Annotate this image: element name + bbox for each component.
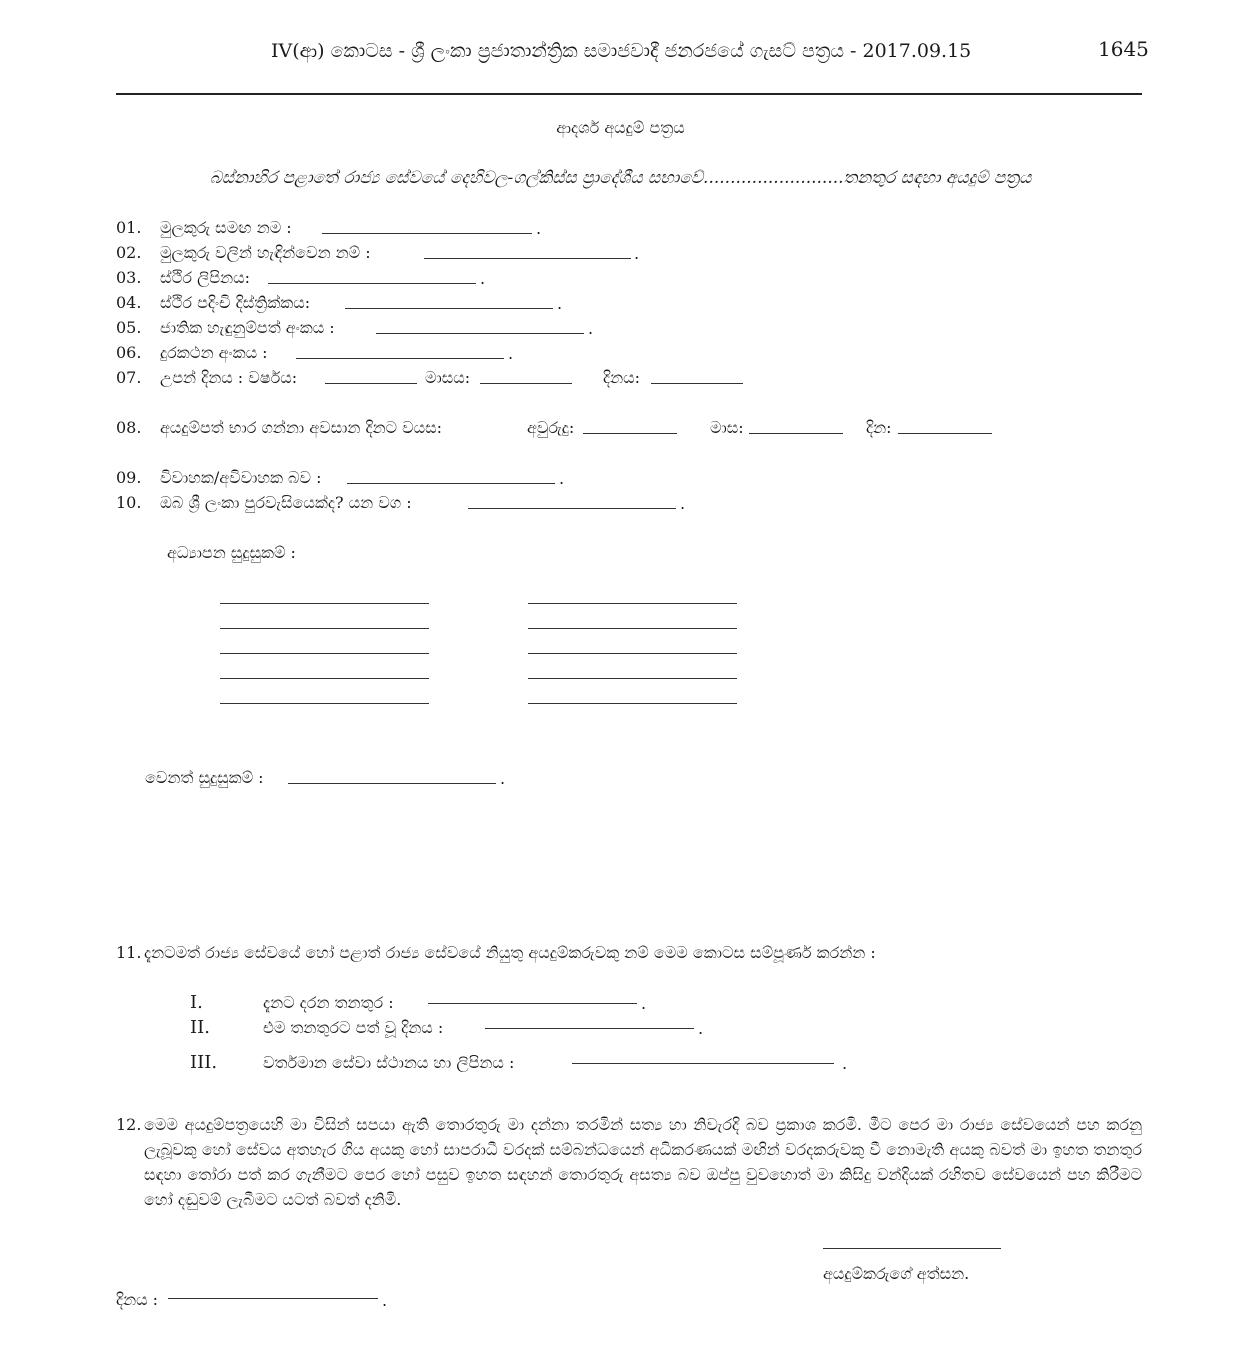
field-label-age-years: අවුරුදු: — [527, 418, 575, 437]
education-line-right[interactable] — [528, 628, 737, 629]
roman-numeral: II. — [190, 1017, 210, 1038]
line-end-period: . — [536, 219, 542, 238]
gazette-header: IV(ආ) කොටස - ශ්‍රී ලංකා ප්‍රජාතාන්ත්‍රික සමාජවාදී ජනරජයේ ගැසට් පත්‍රය - 2017.09.15 — [271, 40, 972, 62]
other-qualifications-label: වෙනත් සුදුසුකම් : — [145, 768, 264, 787]
section-12-declaration: මෙම අයදුම්පත්‍රයෙහි මා විසින් සපයා ඇති තොරතුරු මා දන්නා තරමින් සත්‍ය හා නිවැරදි බව ප්‍රකාශ කරමි. මීට පෙර මා රාජ්‍ය සේවයෙන් පහ කරනු ලැබූවකු හෝ සේවය අතහැර ගිය අයකු හෝ සාපරාධී වරදක් සම්බන්ධයෙන් අධිකරණයක් මඟින් වරදකරුවකු වී නොමැති අයකු බවත් මා ඉහත තනතුර සඳහා තෝරා පත් කර ගැනීමට පෙර හෝ පසුව ඉහත සඳහන් තොරතුරු අසත්‍ය බව ඔප්පු වුවහොත් මා කිසිදු වන්දියක් රහිතව සේවයෙන් පහ කිරීමට හෝ දඬුවම් ලැබීමට යටත් බවත් දනිමි. — [144, 1115, 1142, 1209]
field-label-birth-month: මාසය: — [425, 368, 471, 387]
date-label: දිනය : — [116, 1290, 159, 1309]
section-11-instruction: දැනටමත් රාජ්‍ය සේවයේ හෝ පළාත් රාජ්‍ය සේවයේ නියුතු අයදුම්කරුවකු නම් මෙම කොටස සම්පූර්ණ කරන්න : — [144, 943, 876, 962]
name-denoted-input-line[interactable] — [424, 258, 631, 259]
field-number: 09. — [116, 468, 142, 487]
field-label-appointment-date: එම තනතුරට පත් වූ දිනය : — [263, 1018, 444, 1037]
field-label-age: අයදුම්පත් භාර ගන්නා අවසාන දිනට වයස: — [160, 418, 443, 437]
signature-line[interactable] — [823, 1248, 1001, 1249]
line-end-period: . — [680, 494, 686, 513]
field-label-permanent-address: ස්ථිර ලිපිනය: — [160, 268, 251, 287]
appointment-date-input-line[interactable] — [485, 1028, 694, 1029]
education-line-left[interactable] — [220, 678, 429, 679]
field-number: 03. — [116, 268, 142, 287]
field-number: 01. — [116, 218, 142, 237]
field-label-name-denoted: මුලකුරු වලින් හැඳින්වෙන නම් : — [160, 243, 371, 262]
roman-numeral: III. — [190, 1052, 218, 1073]
age-months-input-line[interactable] — [749, 433, 843, 434]
page-number: 1645 — [1098, 37, 1149, 61]
nic-input-line[interactable] — [376, 333, 584, 334]
permanent-address-input-line[interactable] — [268, 283, 476, 284]
citizenship-input-line[interactable] — [468, 508, 676, 509]
field-label-present-post: දැනට දරන තනතුර : — [263, 993, 394, 1012]
field-number: 10. — [116, 493, 142, 512]
line-end-period: . — [559, 469, 565, 488]
field-label-workplace-address: වර්තමාන සේවා ස්ථානය හා ලිපිනය : — [263, 1053, 515, 1072]
field-label-age-days: දින: — [866, 418, 892, 437]
field-label-citizenship: ඔබ ශ්‍රී ලංකා පුරවැසියෙක්ද? යන වග : — [160, 493, 412, 512]
signature-label: අයදුම්කරුගේ අත්සන. — [823, 1264, 970, 1283]
header-rule — [116, 93, 1142, 95]
form-title: ආදර්ශ අයදුම් පත්‍රය — [556, 118, 685, 137]
education-line-right[interactable] — [528, 703, 737, 704]
other-qualifications-input-line[interactable] — [288, 783, 496, 784]
district-input-line[interactable] — [345, 308, 553, 309]
roman-numeral: I. — [190, 992, 203, 1013]
section-number: 12. — [116, 1115, 142, 1134]
name-with-initials-input-line[interactable] — [322, 233, 532, 234]
present-post-input-line[interactable] — [428, 1003, 637, 1004]
line-end-period: . — [641, 994, 647, 1013]
section-number: 11. — [116, 943, 142, 962]
field-number: 05. — [116, 318, 142, 337]
education-line-right[interactable] — [528, 678, 737, 679]
field-label-age-months: මාස: — [710, 418, 744, 437]
field-number: 07. — [116, 368, 142, 387]
line-end-period: . — [698, 1019, 704, 1038]
birth-day-input-line[interactable] — [651, 383, 743, 384]
field-label-birth-year: උපන් දිනය : වර්ෂය: — [160, 368, 298, 387]
birth-month-input-line[interactable] — [480, 383, 572, 384]
form-subtitle: බස්නාහිර පළාතේ රාජ්‍ය සේවයේ දෙහිවල-ගල්කිස්ස ප්‍රාදේශීය සභාවේ..........................තනතුර සඳහා අයදුම් පත්‍රය — [209, 168, 1032, 188]
line-end-period: . — [500, 769, 506, 788]
field-label-district: ස්ථිර පදිංචි දිස්ත්‍රික්කය: — [160, 293, 311, 312]
line-end-period: . — [588, 319, 594, 338]
education-qualifications-label: අධ්‍යාපන සුදුසුකම් : — [167, 543, 296, 562]
field-number: 06. — [116, 343, 142, 362]
field-label-nic: ජාතික හැඳුනුම්පත් අංකය : — [160, 318, 335, 337]
line-end-period: . — [634, 244, 640, 263]
field-number: 02. — [116, 243, 142, 262]
age-days-input-line[interactable] — [898, 433, 992, 434]
education-line-right[interactable] — [528, 603, 737, 604]
line-end-period: . — [557, 294, 563, 313]
education-line-right[interactable] — [528, 653, 737, 654]
birth-year-input-line[interactable] — [325, 383, 417, 384]
education-line-left[interactable] — [220, 703, 429, 704]
workplace-address-input-line[interactable] — [572, 1063, 834, 1064]
line-end-period: . — [508, 344, 514, 363]
age-years-input-line[interactable] — [583, 433, 677, 434]
marital-status-input-line[interactable] — [347, 483, 555, 484]
line-end-period: . — [842, 1054, 848, 1073]
education-line-left[interactable] — [220, 653, 429, 654]
education-line-left[interactable] — [220, 628, 429, 629]
date-input-line[interactable] — [168, 1298, 378, 1299]
telephone-input-line[interactable] — [296, 358, 504, 359]
field-label-birth-day: දිනය: — [603, 368, 640, 387]
education-line-left[interactable] — [220, 603, 429, 604]
field-label-marital-status: විවාහක/අවිවාහක බව : — [160, 468, 322, 487]
line-end-period: . — [480, 269, 486, 288]
field-number: 04. — [116, 293, 142, 312]
field-number: 08. — [116, 418, 142, 437]
line-end-period: . — [382, 1291, 388, 1310]
field-label-name-with-initials: මුලකුරු සමඟ නම : — [160, 218, 292, 237]
field-label-telephone: දුරකථන අංකය : — [160, 343, 268, 362]
